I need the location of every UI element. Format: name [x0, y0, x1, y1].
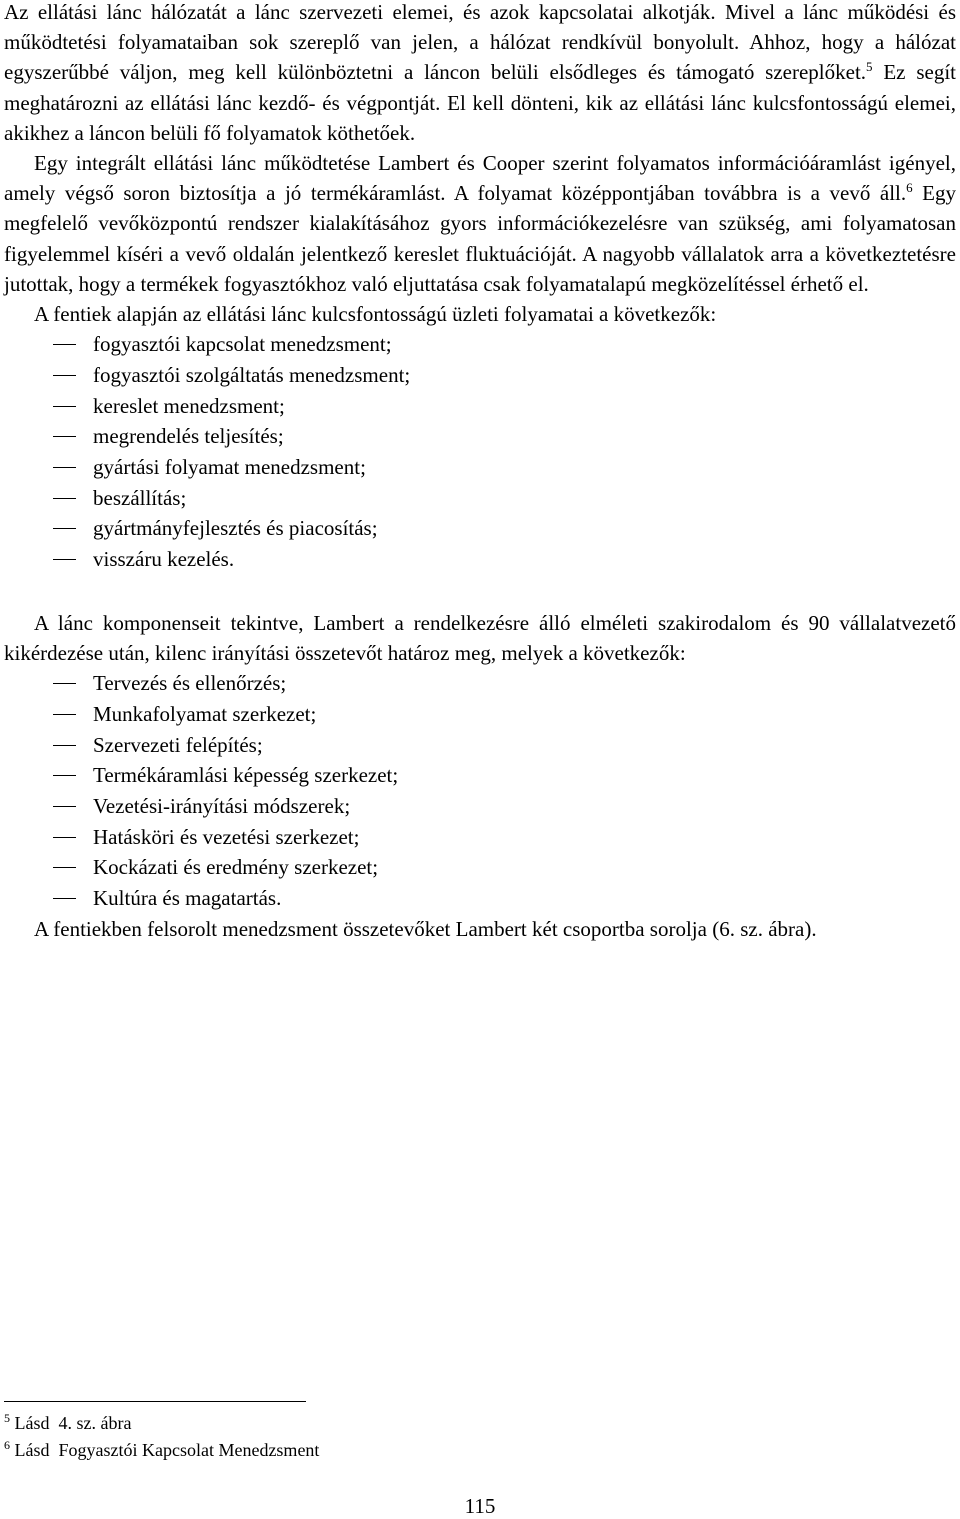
list-item: kereslet menedzsment;	[4, 391, 956, 422]
paragraph-groups-reference: A fentiekben felsorolt menedzsment összetevőket Lambert két csoportba sorolja (6. sz. ábra).	[34, 916, 817, 941]
dash-bullet-icon	[53, 867, 76, 868]
dash-bullet-icon	[53, 559, 76, 560]
dash-bullet-icon	[53, 683, 76, 684]
list-item: Kultúra és magatartás.	[4, 883, 956, 914]
paragraph-components-intro: A lánc komponenseit tekintve, Lambert a rendelkezésre álló elméleti szakirodalom és 90 vállalatvezető kikérdezése után, kilenc irányítási összetevőt határoz meg, melyek a következők:	[4, 610, 956, 665]
paragraph-integrated-supply-chain: Egy integrált ellátási lánc működtetése Lambert és Cooper szerint folyamatos információáramlást igényel, amely végső soron biztosítja a jó termékáramlást. A folyamat középpontjában továbbra is a vevő áll.$^6$ Egy megfelelő vevőközpontú rendszer kialakításához gyors információkezelésre van szükség, ami folyamatosan figyelemmel kíséri a vevő oldalán jelentkező kereslet fluktuációját. A nagyobb vállalatok arra a következtetésre jutottak, hogy a termékek fogyasztókhoz való eljuttatása csak folyamatalapú megközelítéssel érhető el.	[4, 151, 957, 296]
dash-bullet-icon	[53, 406, 76, 407]
paragraph-spacer	[4, 575, 956, 608]
footnote-ref-6[interactable]: 6	[906, 180, 913, 196]
dash-bullet-icon	[53, 806, 76, 807]
list-item: gyártmányfejlesztés és piacosítás;	[4, 513, 956, 544]
footnote-divider	[4, 1401, 306, 1402]
management-components-list	[4, 668, 956, 914]
list-item: Vezetési-irányítási módszerek;	[4, 791, 956, 822]
list-item: Munkafolyamat szerkezet;	[4, 699, 956, 730]
dash-bullet-icon	[53, 436, 76, 437]
dash-bullet-icon	[53, 375, 76, 376]
list-item: Tervezés és ellenőrzés;	[4, 668, 956, 699]
list-item: megrendelés teljesítés;	[4, 421, 956, 452]
dash-bullet-icon	[53, 467, 76, 468]
dash-bullet-icon	[53, 344, 76, 345]
dash-bullet-icon	[53, 837, 76, 838]
list-item: Termékáramlási képesség szerkezet;	[4, 760, 956, 791]
paragraph-key-processes-intro: A fentiek alapján az ellátási lánc kulcsfontosságú üzleti folyamatai a következők:	[34, 302, 717, 327]
dash-bullet-icon	[53, 745, 76, 746]
list-item: Hatásköri és vezetési szerkezet;	[4, 822, 956, 853]
footnote-6: $^6$ Lásd Fogyasztói Kapcsolat Menedzsment	[4, 1438, 320, 1460]
document-page	[4, 0, 956, 944]
paragraph-supply-chain-network: Az ellátási lánc hálózatát a lánc szervezeti elemei, és azok kapcsolatai alkotják. Mivel a lánc működési és működtetési folyamataiban sok szereplő van jelen, a hálózat rendkívül bonyolult. Ahhoz, hogy a hálózat egyszerűbbé váljon, meg kell különböztetni a láncon belüli elsődleges és támogató szereplőket.$^5$ Ez segít meghatározni az ellátási lánc kezdő- és végpontját. El kell dönteni, kik az ellátási lánc kulcsfontosságú elemei, akikhez a láncon belüli fő folyamatok köthetőek.	[4, 0, 956, 145]
dash-bullet-icon	[53, 528, 76, 529]
page-number: 115	[464, 1494, 496, 1518]
dash-bullet-icon	[53, 714, 76, 715]
dash-bullet-icon	[53, 775, 76, 776]
footnote-ref-5[interactable]: 5	[866, 59, 873, 75]
list-item: fogyasztói szolgáltatás menedzsment;	[4, 360, 956, 391]
dash-bullet-icon	[53, 898, 76, 899]
footnote-5: $^5$ Lásd 4. sz. ábra	[4, 1411, 132, 1433]
list-item: beszállítás;	[4, 483, 956, 514]
dash-bullet-icon	[53, 498, 76, 499]
footnotes	[4, 1410, 319, 1464]
list-item: Kockázati és eredmény szerkezet;	[4, 852, 956, 883]
key-processes-list	[4, 329, 956, 575]
list-item: gyártási folyamat menedzsment;	[4, 452, 956, 483]
list-item: visszáru kezelés.	[4, 544, 956, 575]
list-item: Szervezeti felépítés;	[4, 730, 956, 761]
list-item: fogyasztói kapcsolat menedzsment;	[4, 329, 956, 360]
